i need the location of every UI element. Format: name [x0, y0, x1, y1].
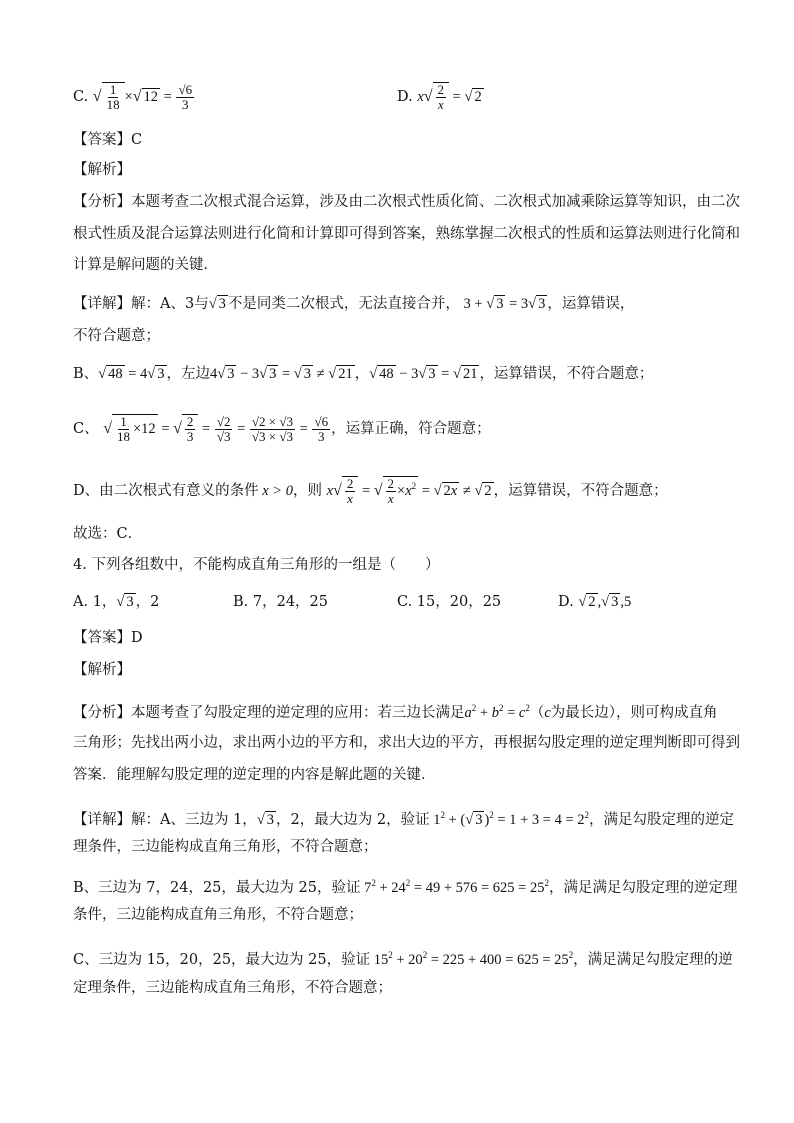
- option-d-label: D.: [397, 88, 413, 105]
- q4-option-a: A. 1，√ 3 ，2: [73, 594, 160, 610]
- option-d: [397, 82, 484, 112]
- q4-analysis-line-3: 答案．能理解勾股定理的逆定理的内容是解此题的关键．: [73, 767, 436, 783]
- q4-detail-b-line-2: 条件，三边能构成直角三角形，不符合题意；: [73, 907, 363, 923]
- q4-option-b: B. 7，24，25: [233, 594, 329, 610]
- q4-analysis-line-1: 【分析】本题考查了勾股定理的逆定理的应用：若三边长满足$a^2 + b^2 = c^2(c$为最长边），则可构成直角: [73, 703, 718, 721]
- option-c-expr: √ $\frac{1}{18}$ ×√ 12 = $\frac{√6}{3}$: [92, 82, 193, 112]
- q4-detail-c-line-2: 定理条件，三边能构成直角三角形，不符合题意；: [73, 980, 392, 996]
- option-c-label: C.: [73, 88, 89, 105]
- q3-detail-a-line-2: 不符合题意；: [73, 328, 160, 344]
- q4-analysis-heading: 【解析】: [73, 662, 131, 678]
- q3-answer: 【答案】C: [73, 132, 143, 148]
- q4-option-d: D. √ 2 ,√ 3 ,5: [558, 594, 632, 610]
- q4-detail-c-line-1: C、三边为 15，20，25，最大边为 25，验证 $15^2 + 20^2 = 225 + 400 = 625 = 25^2$，满足满足勾股定理的逆: [73, 950, 733, 968]
- q3-detail-b: B、√ 48 = 4√ 3 ，左边4√ 3 − 3√ 3 = √ 3 ≠ √ 21 ，√ 48 − 3√ 3 = √ 21 ，运算错误，不符合题意；: [73, 366, 654, 382]
- q4-detail-b-line-1: B、三边为 7，24，25，最大边为 25，验证 $7^2 + 24^2 = 49 + 576 = 625 = 25^2$，满足满足勾股定理的逆定理: [73, 878, 738, 896]
- q3-detail-d: D、由二次根式有意义的条件 x > 0，则 x√ $\frac{2}{x}$ = √ $\frac{2}{x}$ $\times x^2$ = √ 2x ≠ √ 2 ，运算错误，不符合题意；: [73, 476, 668, 506]
- q3-analysis-heading: 【解析】: [73, 162, 131, 178]
- q4-stem: 4. 下列各组数中，不能构成直角三角形的一组是（ ）: [73, 557, 440, 573]
- q3-detail-c: C、 √ $\frac{1}{18}$ ×12 = √ $\frac{2}{3}$ = $\frac{√2}{√3}$ = $\frac{√2 \times √3}{√3 \times √3}$ = $\frac{√6}{3}$ ，运算正确，符合题意；: [73, 414, 491, 444]
- option-d-expr: x√ $\frac{2}{x}$ = √ 2: [417, 82, 482, 112]
- q4-option-c: C. 15，20，25: [397, 594, 502, 610]
- q3-analysis-line-2: 根式性质及混合运算法则进行化简和计算即可得到答案，熟练掌握二次根式的性质和运算法则进行化简和: [73, 226, 740, 242]
- q4-analysis-line-2: 三角形；先找出两小边，求出两小边的平方和，求出大边的平方，再根据勾股定理的逆定理判断即可得到: [73, 735, 740, 751]
- q3-detail-a-line-1: 【详解】解：A、3与√ 3 不是同类二次根式，无法直接合并， 3 + √ 3 = 3√ 3 ，运算错误，: [73, 296, 635, 312]
- q4-answer: 【答案】D: [73, 630, 143, 646]
- option-c: [73, 82, 195, 112]
- q4-detail-a-line-1: 【详解】解：A、三边为 1，√ 3 ，2，最大边为 2，验证 $1^2$ + (√ 3 )$^2 = 1 + 3 = 4 = 2^2$，满足勾股定理的逆定: [73, 810, 734, 828]
- q3-choose: 故选：C．: [73, 526, 143, 542]
- q3-analysis-line-3: 计算是解问题的关键．: [73, 257, 218, 273]
- q3-analysis-line-1: 【分析】本题考查二次根式混合运算，涉及由二次根式性质化简、二次根式加减乘除运算等知识，由二次: [73, 194, 740, 210]
- q4-detail-a-line-2: 理条件，三边能构成直角三角形，不符合题意；: [73, 839, 378, 855]
